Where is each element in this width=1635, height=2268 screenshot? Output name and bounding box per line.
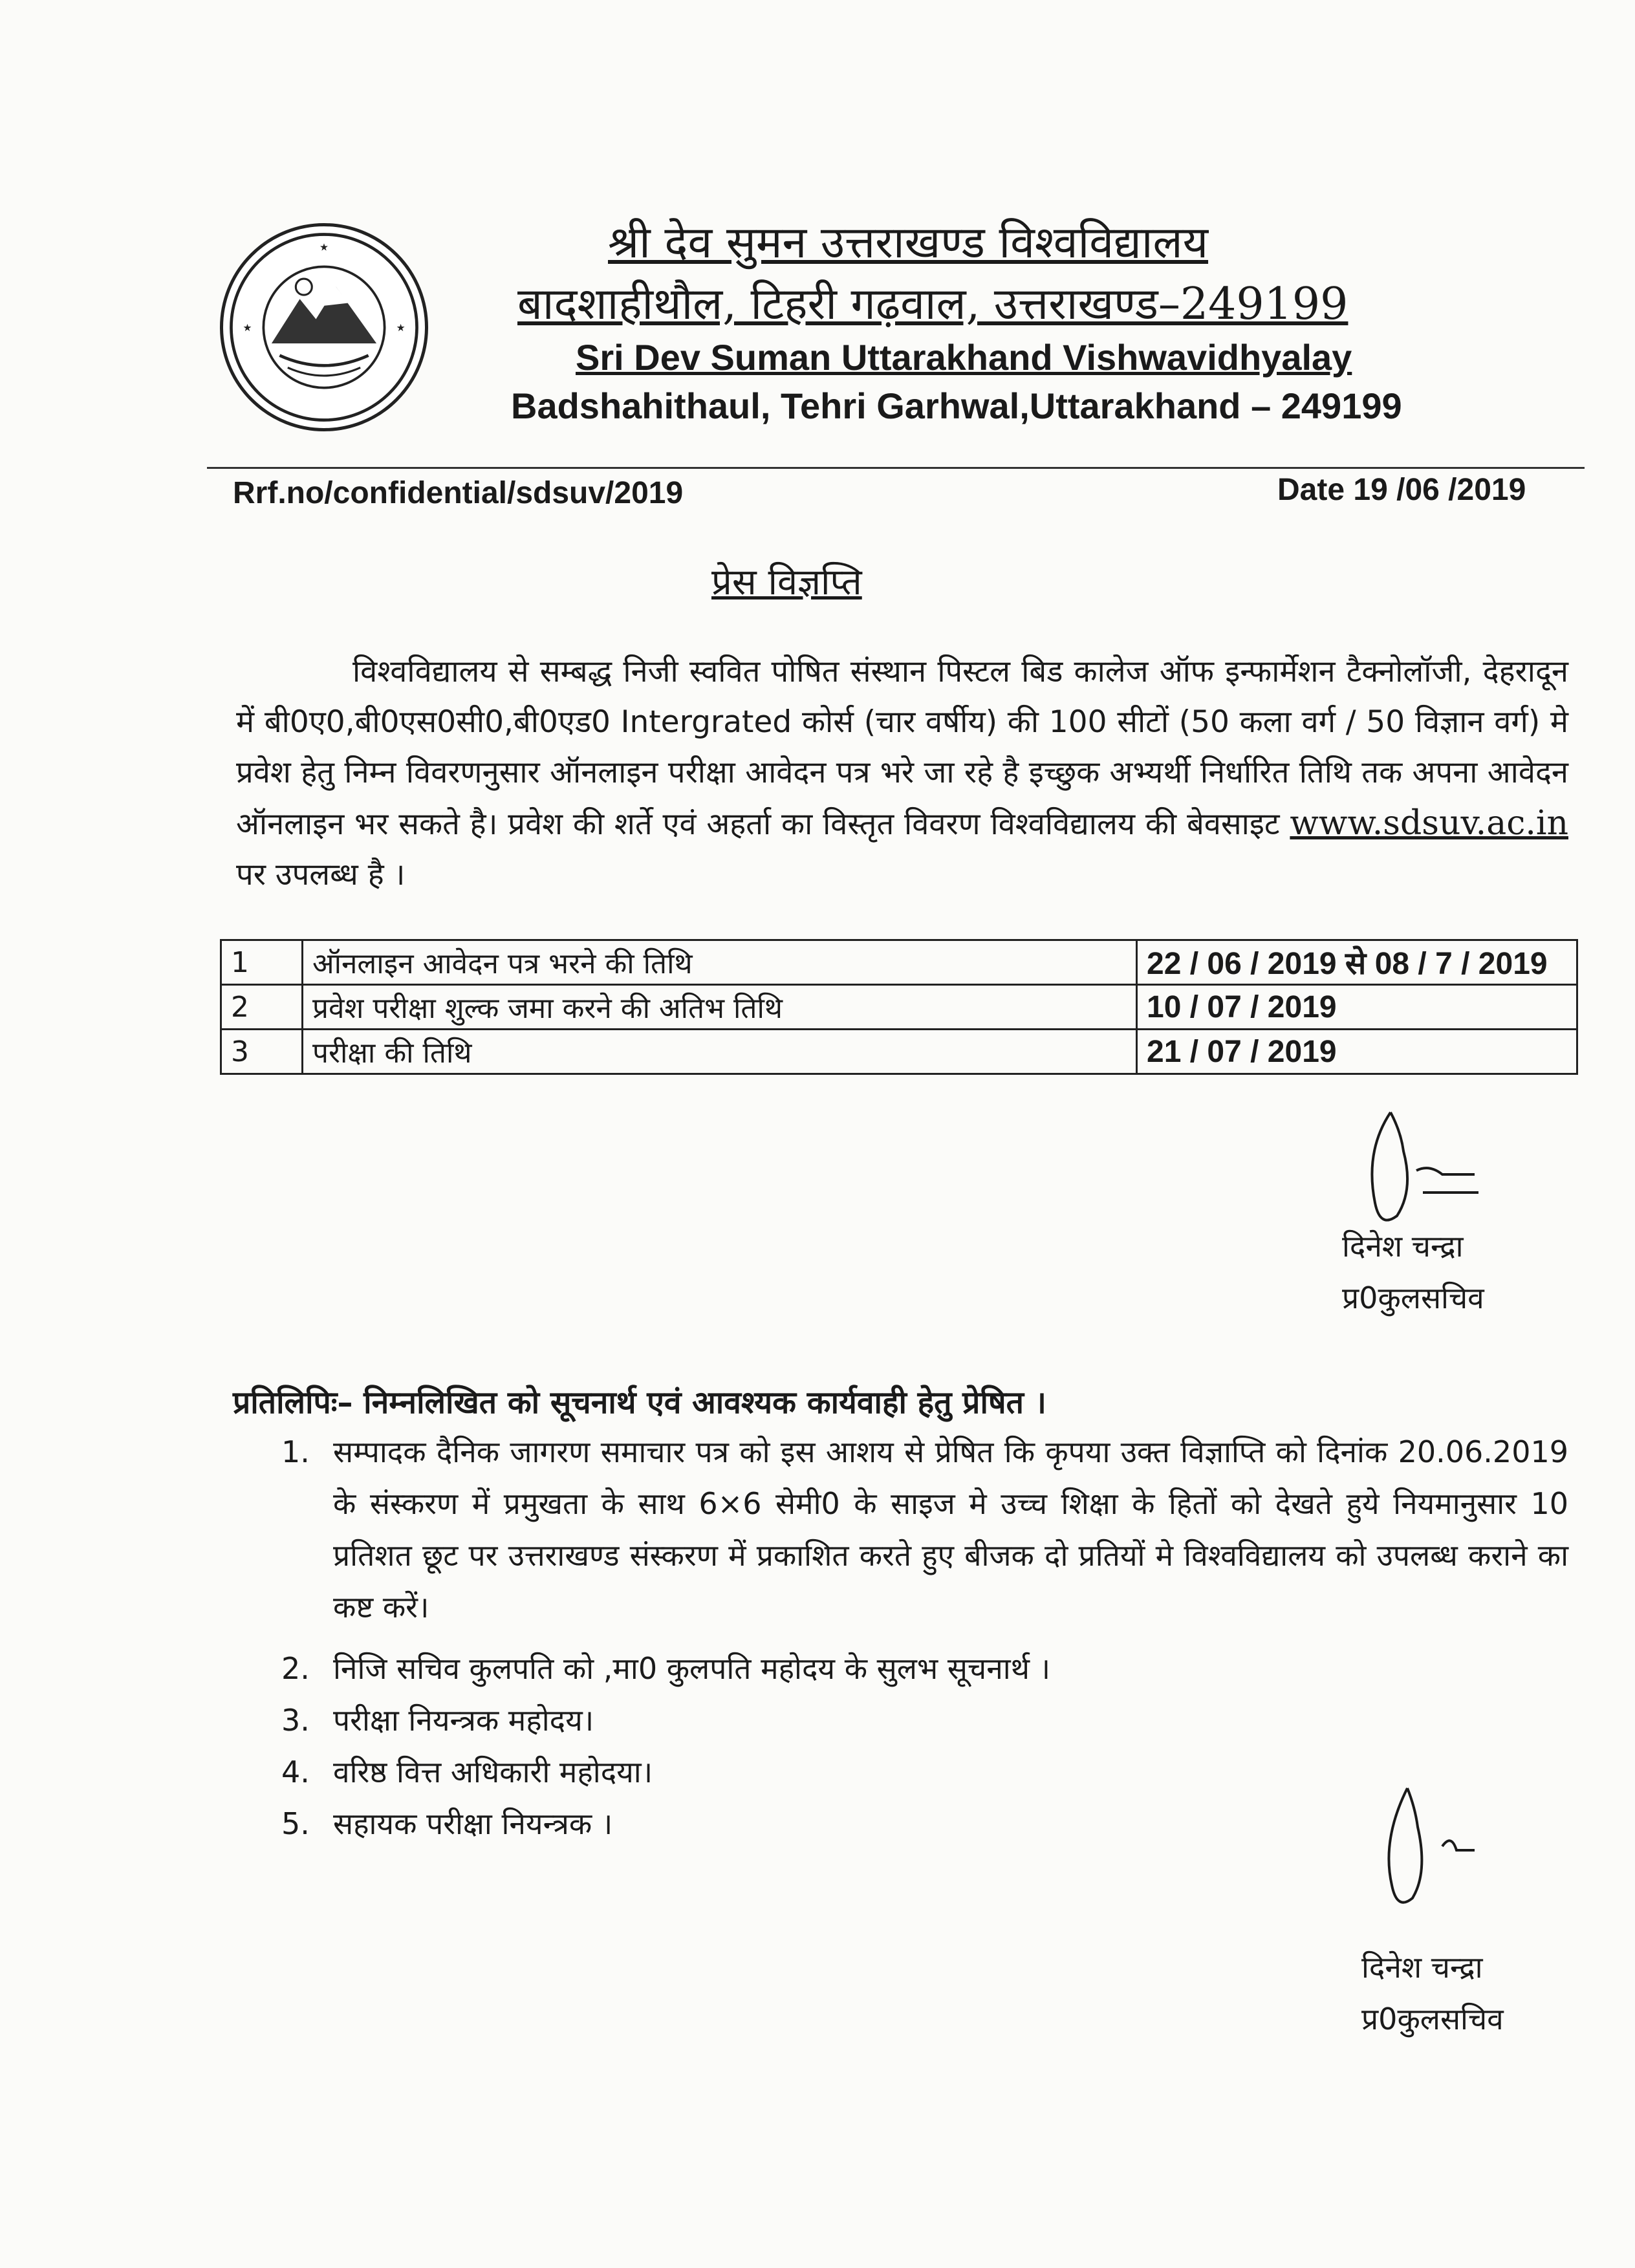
table-row [221, 1030, 1577, 1074]
table-row [221, 940, 1577, 985]
copy-to-heading: प्रतिलिपिः– निम्नलिखित को सूचनार्थ एवं आवश्यक कार्यवाही हेतु प्रेषित । [233, 1385, 1046, 1421]
press-release-title: प्रेस विज्ञप्ति [711, 561, 862, 603]
svg-text:★: ★ [396, 322, 406, 334]
copy-item-text: सम्पादक दैनिक जागरण समाचार पत्र को इस आशय से प्रेषित कि कृपया उक्त विज्ञाप्ति को दिनांक 20.06.2019 के संस्करण में प्रमुखता के साथ 6×6 सेमी0 के साइज मे उच्च शिक्षा के हितों को देखते हुये नियमानुसार 10 प्रतिशत छूट पर उत्तराखण्ड संस्करण में प्रकाशित करते हुए बीजक दो प्रतियों मे विश्वविद्यालय को उपलब्ध कराने का कष्ट करें। [333, 1434, 1568, 1625]
row-number: 3 [221, 1030, 303, 1074]
reference-number: Rrf.no/confidential/sdsuv/2019 [233, 476, 684, 510]
copy-item-text: परीक्षा नियन्त्रक महोदय। [333, 1703, 594, 1738]
university-name-english: Sri Dev Suman Uttarakhand Vishwavidhyalay [576, 337, 1352, 378]
row-label: ऑनलाइन आवेदन पत्र भरने की तिथि [303, 940, 1137, 985]
row-date: 21 / 07 / 2019 [1137, 1030, 1577, 1074]
copy-item-number: 4. [281, 1755, 310, 1789]
document-date: Date 19 /06 /2019 [1277, 473, 1526, 507]
university-address-hindi: बादशाहीथौल, टिहरी गढ़वाल, उत्तराखण्ड–249199 [517, 279, 1348, 330]
university-address-english: Badshahithaul, Tehri Garhwal,Uttarakhand – 249199 [511, 385, 1402, 426]
row-label: प्रवेश परीक्षा शुल्क जमा करने की अतिभ तिथि [303, 985, 1137, 1030]
university-name-hindi: श्री देव सुमन उत्तराखण्ड विश्वविद्यालय [608, 217, 1209, 268]
signatory-name-2: दिनेश चन्द्रा [1361, 1950, 1483, 1985]
signatory-designation-2: प्र0कुलसचिव [1361, 2002, 1504, 2036]
signatory-name: दिनेश चन्द्रा [1342, 1229, 1464, 1264]
notice-body [236, 647, 1568, 900]
copy-item [281, 1694, 1568, 1746]
copy-item-text: निजि सचिव कुलपति को ,मा0 कुलपति महोदय के सुलभ सूचनार्थ । [333, 1651, 1051, 1686]
signature-2 [1371, 1772, 1500, 1934]
row-date: 10 / 07 / 2019 [1137, 985, 1577, 1030]
copy-item-number: 3. [281, 1703, 310, 1738]
row-number: 1 [221, 940, 303, 985]
website-link[interactable]: www.sdsuv.ac.in [1290, 804, 1568, 843]
copy-item-number: 1. [281, 1434, 310, 1469]
signatory-designation: प्र0कुलसचिव [1342, 1280, 1484, 1315]
notice-body-text: विश्वविद्यालय से सम्बद्ध निजी स्ववित पोषित संस्थान पिस्टल बिड कालेज ऑफ इन्फार्मेशन टैक्नोलॉजी, देहरादून में बी0ए0,बी0एस0सी0,बी0एड0 Intergrated कोर्स (चार वर्षीय) की 100 सीटों (50 कला वर्ग / 50 विज्ञान वर्ग) मे प्रवेश हेतु निम्न विवरणनुसार ऑनलाइन परीक्षा आवेदन पत्र भरे जा रहे है इच्छुक अभ्यर्थी निर्धारित तिथि तक अपना आवेदन ऑनलाइन भर सकते है। प्रवेश की शर्ते एवं अहर्ता का विस्तृत विवरण विश्वविद्यालय की बेवसाइट [236, 654, 1568, 842]
copy-item-text: सहायक परीक्षा नियन्त्रक । [333, 1806, 613, 1841]
svg-text:★: ★ [319, 241, 329, 254]
row-date: 22 / 06 / 2019 से 08 / 7 / 2019 [1137, 940, 1577, 985]
notice-body-tail: पर उपलब्ध है । [236, 857, 406, 892]
copy-item [281, 1643, 1568, 1694]
row-label: परीक्षा की तिथि [303, 1030, 1137, 1074]
svg-text:★: ★ [243, 322, 252, 334]
copy-item-number: 5. [281, 1806, 310, 1841]
schedule-table [220, 939, 1578, 1075]
table-row [221, 985, 1577, 1030]
university-seal-logo [220, 223, 428, 431]
copy-item-number: 2. [281, 1651, 310, 1686]
copy-item [281, 1426, 1568, 1633]
row-number: 2 [221, 985, 303, 1030]
header-divider [207, 467, 1585, 469]
copy-item-text: वरिष्ठ वित्त अधिकारी महोदया। [333, 1755, 653, 1789]
